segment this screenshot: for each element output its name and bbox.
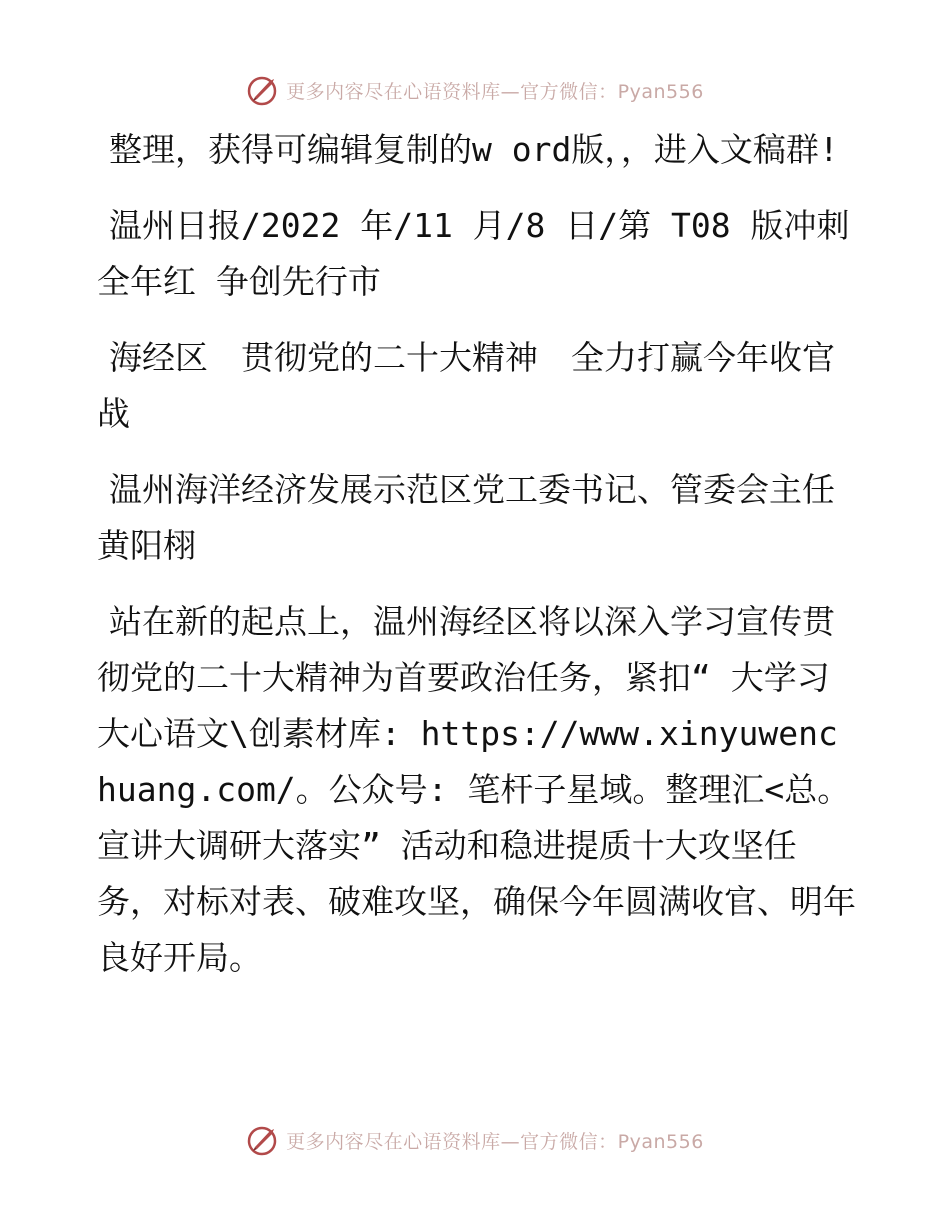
body-paragraph: 站在新的起点上，温州海经区将以深入学习宣传贯彻党的二十大精神为首要政治任务，紧扣“ 大学习大心语文\创素材库: https://www.xinyuwenchuang.com/。公众号: 笔杆子星域。整理汇<总。宣讲大调研大落实” 活动和稳进提质十大攻坚任务，对标对表、破难攻坚，确保今年圆满收官、明年良好开局。 — [97, 602, 856, 977]
document-body — [97, 122, 868, 986]
source-line: 温州日报/2022 年/11 月/8 日/第 T08 版冲刺全年红 争创先行市 — [97, 206, 850, 301]
footer-watermark-text: 更多内容尽在心语资料库—官方微信：Pyan556 — [286, 1130, 704, 1153]
quill-pen-logo-icon — [246, 1123, 280, 1157]
footer-watermark — [0, 1120, 950, 1160]
article-title: 海经区 贯彻党的二十大精神 全力打赢今年收官战 — [97, 338, 835, 433]
author-line: 温州海洋经济发展示范区党工委书记、管委会主任 黄阳栩 — [97, 470, 868, 565]
intro-paragraph: 整理，获得可编辑复制的w ord版，，进入文稿群! — [109, 130, 839, 169]
quill-pen-logo-icon — [246, 73, 280, 107]
header-watermark — [0, 70, 950, 110]
header-watermark-text: 更多内容尽在心语资料库—官方微信：Pyan556 — [286, 80, 704, 103]
